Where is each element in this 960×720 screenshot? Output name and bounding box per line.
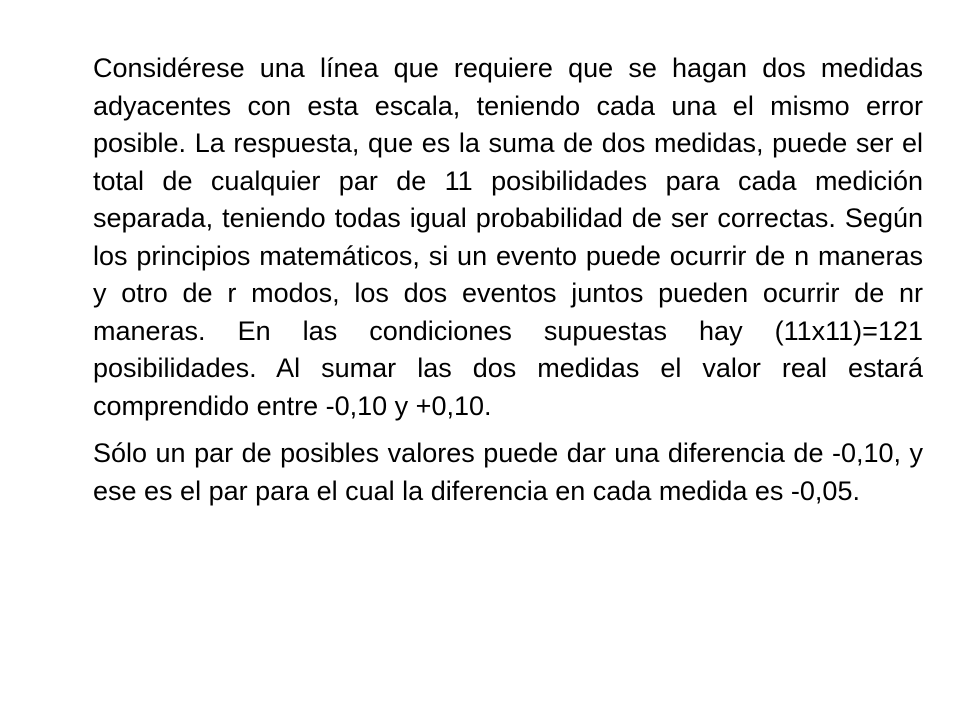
paragraph-2: Sólo un par de posibles valores puede dar una diferencia de -0,10, y ese es el par para el cual la diferencia en cada medida es -0,05. [93,438,923,506]
slide-body [93,50,923,510]
paragraph-1: Considérese una línea que requiere que se hagan dos medidas adyacentes con esta escala, teniendo cada una el mismo error posible. La respuesta, que es la suma de dos medidas, puede ser el total de cualquier par de 11 posibilidades para cada medición separada, teniendo todas igual probabilidad de ser correctas. Según los principios matemáticos, si un evento puede ocurrir de n maneras y otro de r modos, los dos eventos juntos pueden ocurrir de nr maneras. En las condiciones supuestas hay (11x11)=121 posibilidades. Al sumar las dos medidas el valor real estará comprendido entre -0,10 y +0,10. [93,53,923,421]
